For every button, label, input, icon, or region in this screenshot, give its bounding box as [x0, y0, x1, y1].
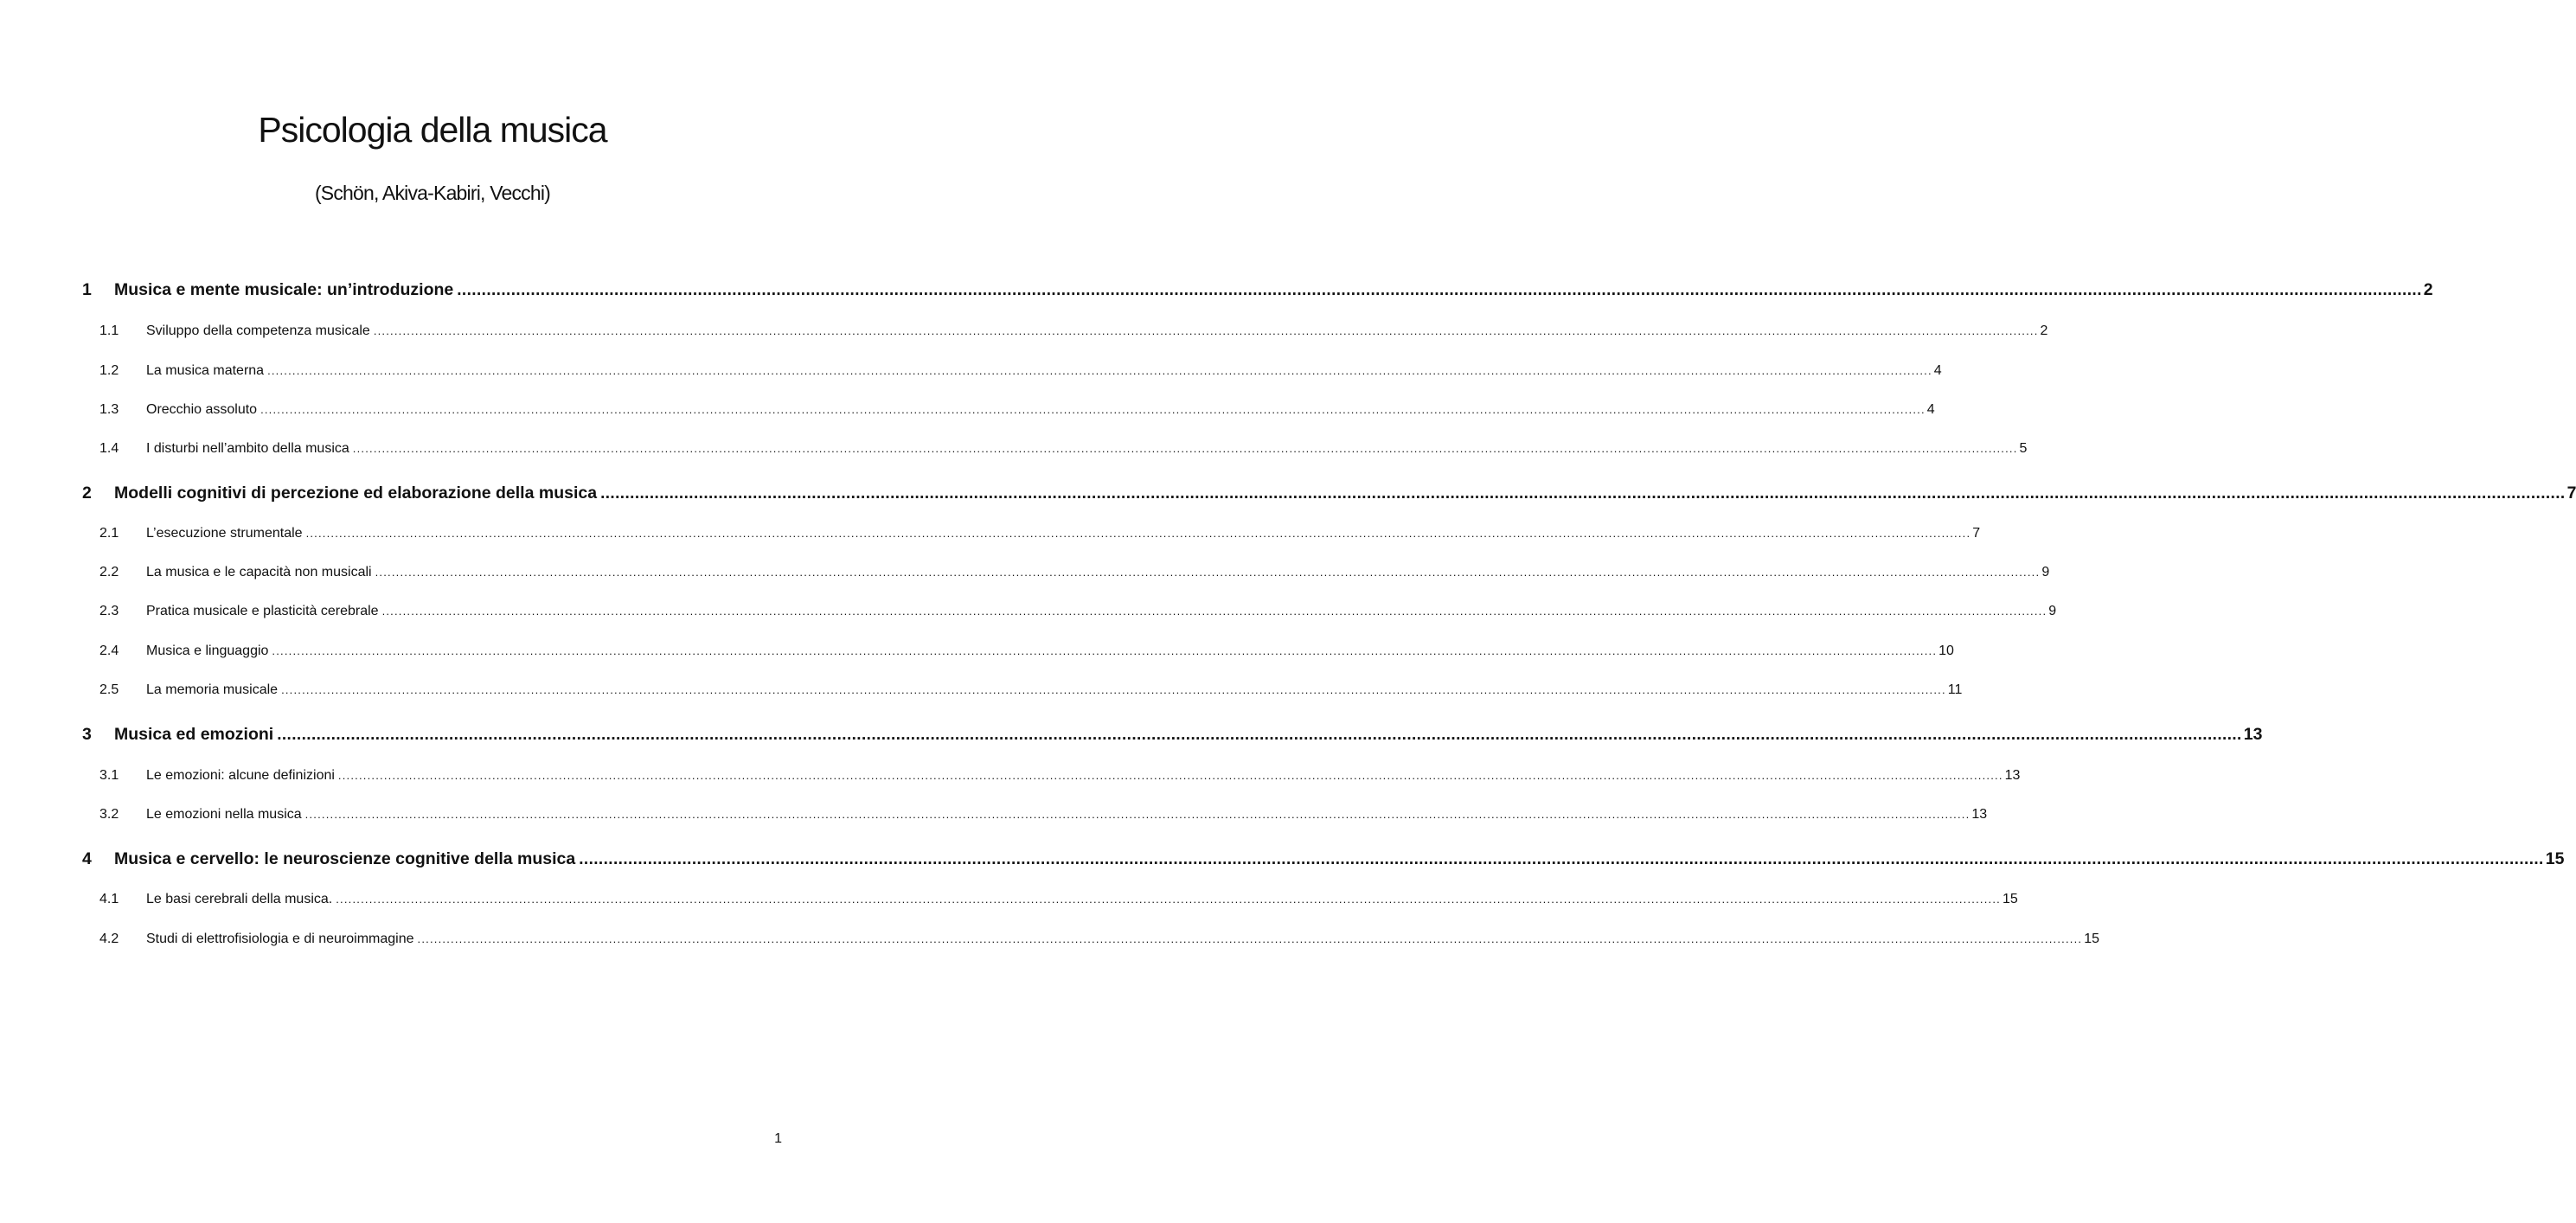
toc-entry-title: Le basi cerebrali della musica.: [146, 892, 333, 906]
toc-entry-number: 4.2: [99, 932, 119, 946]
toc-section-entry[interactable]: [99, 644, 1954, 659]
toc-chapter-entry[interactable]: [82, 849, 2565, 869]
toc-entry-title: Studi di elettrofisiologia e di neuroimmagine: [146, 932, 414, 946]
toc-entry-number: 1.2: [99, 363, 119, 378]
toc-entry-page: 2: [2040, 323, 2048, 338]
toc-chapter-entry[interactable]: [82, 280, 2433, 300]
toc-entry-page: 13: [2004, 768, 2021, 783]
toc-dot-leader: ................................................................................................................................................................................................................................................................................................................................................................................................................: [337, 769, 2003, 782]
toc-entry-number: 2.1: [99, 526, 119, 541]
toc-entry-page: 11: [1947, 682, 1963, 697]
toc-section-entry[interactable]: [99, 363, 1942, 379]
toc-dot-leader: ................................................................................................................................................................................................................................................................................................................................................................................................................: [457, 281, 2422, 299]
toc-entry-title: Musica e mente musicale: un’introduzione: [114, 280, 454, 299]
toc-entry-page: 15: [2002, 892, 2018, 906]
toc-entry-title: I disturbi nell’ambito della musica: [146, 441, 349, 456]
toc-entry-number: 1.4: [99, 441, 119, 456]
toc-dot-leader: ................................................................................................................................................................................................................................................................................................................................................................................................................: [267, 364, 1932, 377]
toc-dot-leader: ................................................................................................................................................................................................................................................................................................................................................................................................................: [600, 484, 2566, 503]
toc-entry-number: 1.1: [99, 323, 119, 338]
toc-entry-page: 2: [2423, 280, 2433, 299]
toc-section-entry[interactable]: [99, 323, 2048, 339]
toc-dot-leader: ................................................................................................................................................................................................................................................................................................................................................................................................................: [579, 850, 2544, 868]
toc-entry-number: 4: [82, 849, 92, 868]
toc-entry-title: La memoria musicale: [146, 682, 279, 697]
toc-dot-leader: ................................................................................................................................................................................................................................................................................................................................................................................................................: [352, 442, 2018, 455]
toc-section-entry[interactable]: [99, 441, 2028, 457]
toc-entry-title: Pratica musicale e plasticità cerebrale: [146, 604, 379, 618]
toc-entry-page: 13: [1971, 807, 1988, 822]
toc-entry-number: 2.2: [99, 565, 119, 579]
toc-dot-leader: ................................................................................................................................................................................................................................................................................................................................................................................................................: [381, 605, 2047, 618]
toc-chapter-entry[interactable]: [82, 725, 2263, 745]
toc-section-entry[interactable]: [99, 402, 1935, 418]
toc-section-entry[interactable]: [99, 526, 1981, 541]
toc-entry-title: Musica e linguaggio: [146, 644, 269, 658]
toc-entry-title: Modelli cognitivi di percezione ed elaborazione della musica: [114, 483, 598, 503]
toc-entry-title: L’esecuzione strumentale: [146, 526, 303, 541]
toc-section-entry[interactable]: [99, 932, 2100, 947]
toc-entry-page: 7: [1972, 526, 1981, 541]
toc-entry-number: 3: [82, 725, 92, 744]
toc-entry-number: 2.4: [99, 644, 119, 658]
toc-entry-title: Musica e cervello: le neuroscienze cognitive della musica: [114, 849, 576, 868]
page-number: 1: [774, 1131, 782, 1146]
toc-entry-title: La musica materna: [146, 363, 265, 378]
toc-dot-leader: ................................................................................................................................................................................................................................................................................................................................................................................................................: [375, 566, 2041, 579]
toc-entry-number: 1: [82, 280, 92, 299]
toc-entry-page: 4: [1926, 402, 1935, 417]
toc-entry-title: Le emozioni: alcune definizioni: [146, 768, 335, 783]
toc-entry-page: 15: [2545, 849, 2565, 868]
toc-dot-leader: ................................................................................................................................................................................................................................................................................................................................................................................................................: [305, 527, 1971, 540]
toc-section-entry[interactable]: [99, 565, 2050, 580]
toc-entry-title: La musica e le capacità non musicali: [146, 565, 372, 579]
toc-section-entry[interactable]: [99, 604, 2057, 619]
toc-entry-page: 13: [2243, 725, 2263, 744]
toc-section-entry[interactable]: [99, 807, 1988, 823]
toc-entry-page: 15: [2084, 932, 2100, 946]
toc-dot-leader: ................................................................................................................................................................................................................................................................................................................................................................................................................: [260, 403, 1926, 416]
toc-entry-page: 9: [2048, 604, 2057, 618]
toc-entry-title: Sviluppo della competenza musicale: [146, 323, 370, 338]
toc-entry-title: Le emozioni nella musica: [146, 807, 302, 822]
toc-entry-page: 4: [1933, 363, 1942, 378]
toc-section-entry[interactable]: [99, 768, 2021, 784]
toc-entry-number: 2: [82, 483, 92, 503]
toc-entry-number: 2.3: [99, 604, 119, 618]
toc-dot-leader: ................................................................................................................................................................................................................................................................................................................................................................................................................: [281, 683, 1946, 696]
toc-dot-leader: ................................................................................................................................................................................................................................................................................................................................................................................................................: [272, 644, 1938, 657]
document-title: Psicologia della musica: [258, 110, 607, 150]
toc-entry-page: 9: [2041, 565, 2050, 579]
toc-entry-page: 5: [2019, 441, 2028, 456]
toc-entry-number: 1.3: [99, 402, 119, 417]
toc-dot-leader: ................................................................................................................................................................................................................................................................................................................................................................................................................: [304, 808, 1970, 821]
toc-section-entry[interactable]: [99, 682, 1963, 698]
toc-dot-leader: ................................................................................................................................................................................................................................................................................................................................................................................................................: [417, 932, 2083, 945]
toc-entry-number: 2.5: [99, 682, 119, 697]
toc-entry-number: 3.1: [99, 768, 119, 783]
toc-chapter-entry[interactable]: [82, 483, 2576, 503]
toc-section-entry[interactable]: [99, 892, 2018, 907]
document-subtitle: (Schön, Akiva-Kabiri, Vecchi): [314, 182, 551, 204]
toc-entry-page: 10: [1938, 644, 1954, 658]
toc-entry-title: Orecchio assoluto: [146, 402, 258, 417]
toc-dot-leader: ................................................................................................................................................................................................................................................................................................................................................................................................................: [336, 893, 2001, 906]
toc-dot-leader: ................................................................................................................................................................................................................................................................................................................................................................................................................: [277, 726, 2242, 744]
toc-entry-number: 3.2: [99, 807, 119, 822]
toc-entry-number: 4.1: [99, 892, 119, 906]
toc-entry-page: 7: [2566, 483, 2576, 503]
toc-dot-leader: ................................................................................................................................................................................................................................................................................................................................................................................................................: [373, 324, 2039, 337]
toc-entry-title: Musica ed emozioni: [114, 725, 274, 744]
